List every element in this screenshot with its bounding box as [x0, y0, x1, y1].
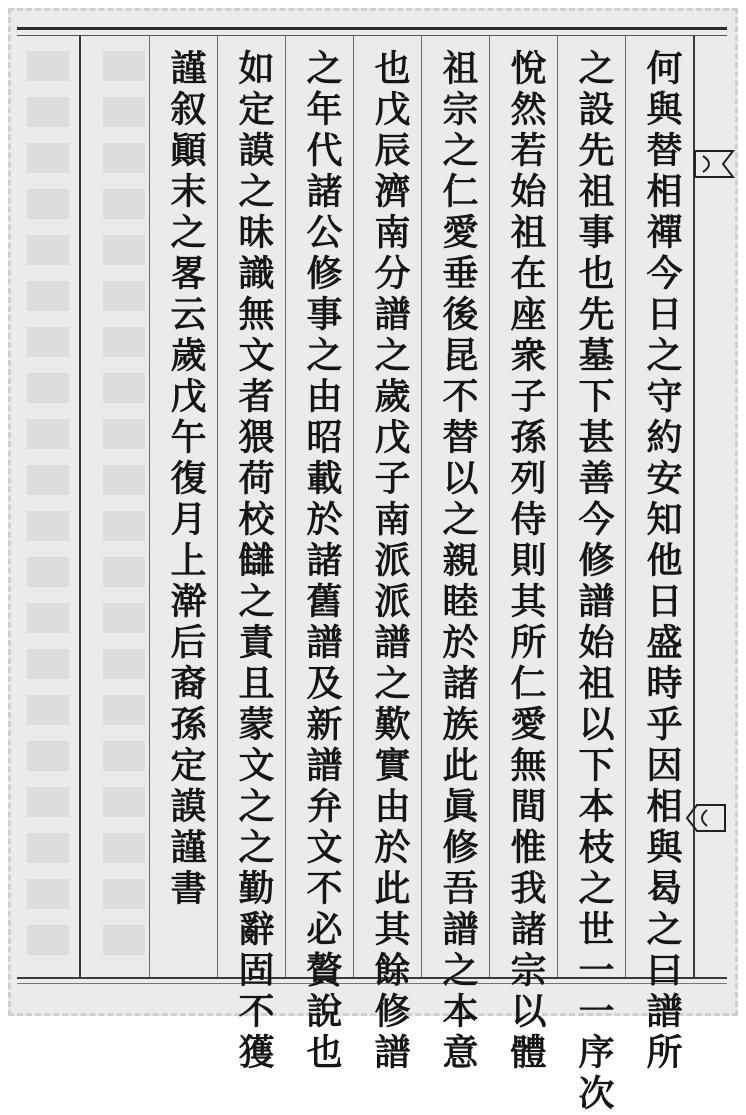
text-column-7: 如定謨之昧識無文者猥荷校讎之責且蒙文之之勤辭固不獲	[233, 49, 275, 1074]
column-rule	[79, 35, 81, 977]
column-rule	[217, 35, 218, 977]
column-rule	[285, 35, 286, 977]
document-page	[8, 8, 738, 1115]
text-column-2: 之設先祖事也先墓下甚善今修譜始祖以下本枝之世一一序次	[573, 49, 615, 1115]
column-rule	[489, 35, 490, 977]
text-column-3: 悅然若始祖在座衆子孫列侍則其所仁愛無間惟我諸宗以體	[505, 49, 547, 1074]
fishtail-mark-icon	[683, 801, 727, 835]
text-column-4: 祖宗之仁愛垂後昆不替以之親睦於諸族此眞修吾譜之本意	[437, 49, 479, 1074]
text-column-1: 何與替相禪今日之守約安知他日盛時乎因相與曷之曰譜所	[641, 49, 683, 1074]
column-rule	[625, 35, 626, 977]
column-rule	[353, 35, 354, 977]
text-column-6: 之年代諸公修事之由昭載於諸舊譜及新譜弁文不必贅說也	[301, 49, 343, 1074]
column-rule	[149, 35, 150, 977]
bleed-through-column	[27, 51, 69, 971]
text-column-5: 也戊辰濟南分譜之歲戊子南派派譜之歎實由於此其餘修譜	[369, 49, 411, 1074]
top-border-thin	[17, 35, 727, 36]
column-rule	[421, 35, 422, 977]
fishtail-mark-icon	[693, 147, 737, 181]
text-column-8: 謹叙顚末之畧云歲戊午復月上澣后裔孫定謨謹書	[165, 49, 207, 910]
top-border-thick	[17, 27, 727, 30]
bleed-through-column	[103, 51, 145, 971]
column-rule	[557, 35, 558, 977]
